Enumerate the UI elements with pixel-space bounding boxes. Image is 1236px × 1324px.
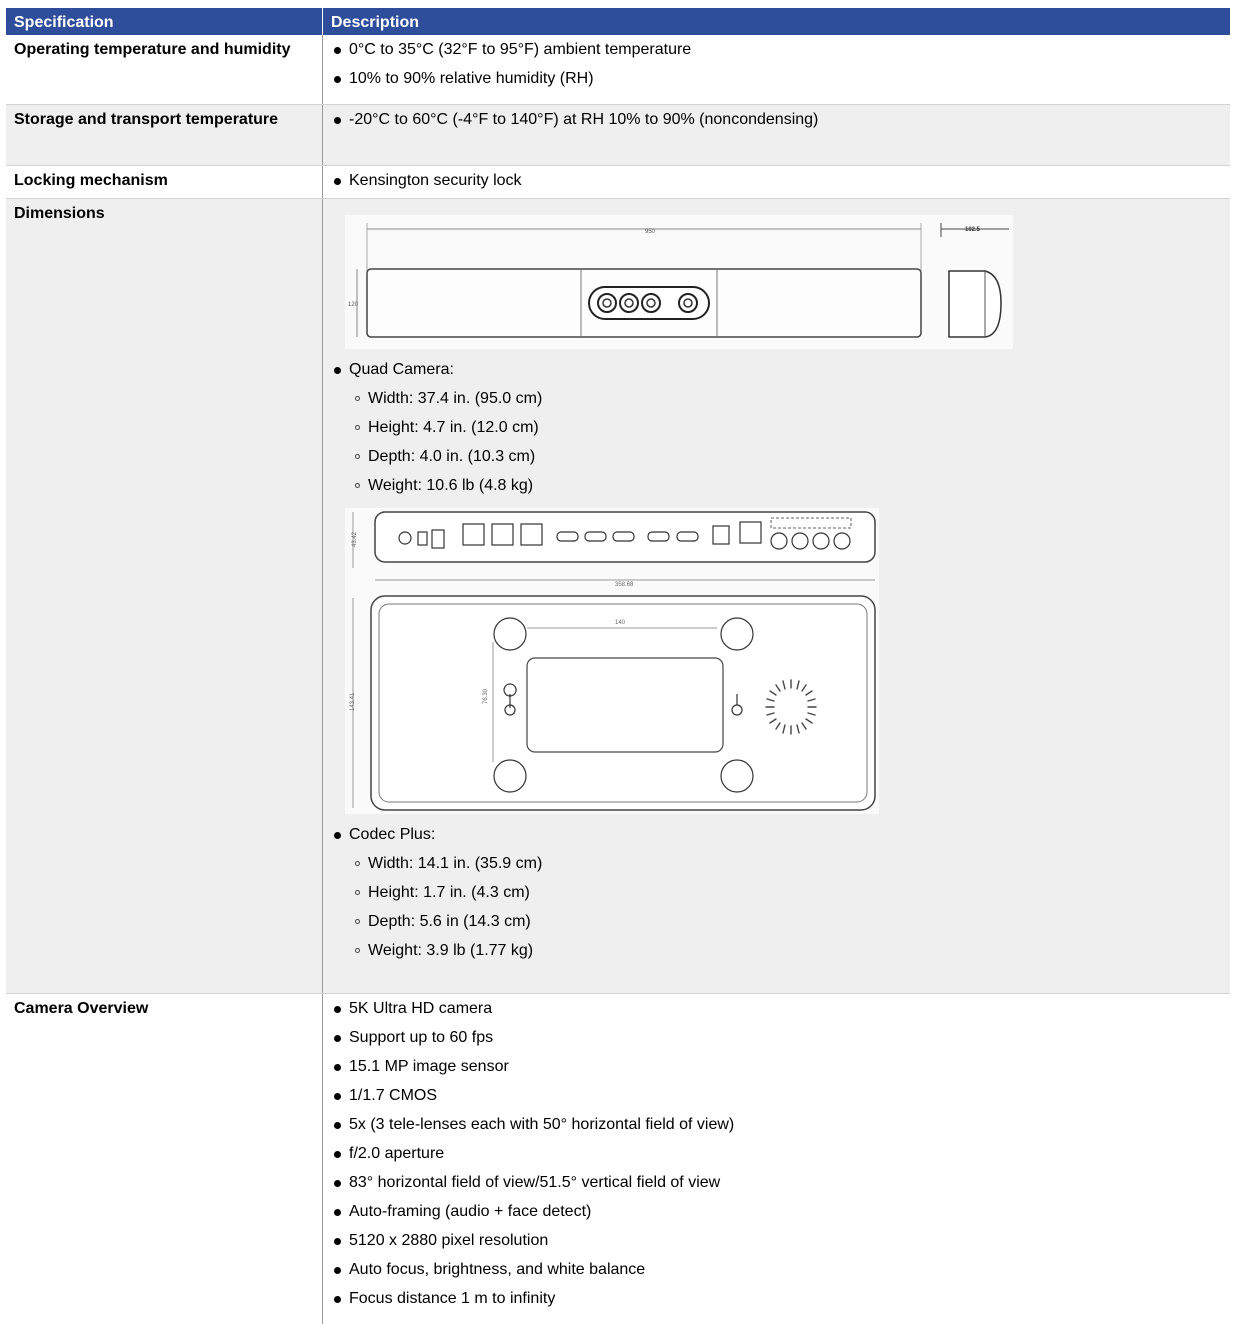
list-item: Width: 14.1 in. (35.9 cm)	[331, 853, 1230, 882]
header-description: Description	[331, 14, 420, 31]
spec-description	[323, 199, 1230, 993]
list-item: 83° horizontal field of view/51.5° vertical field of view	[331, 1172, 1230, 1201]
table-row	[6, 199, 1230, 994]
list-item: 5K Ultra HD camera	[331, 998, 1230, 1027]
list-item: 5x (3 tele-lenses each with 50° horizontal field of view)	[331, 1114, 1230, 1143]
list-item: 1/1.7 CMOS	[331, 1085, 1230, 1114]
list-item: Width: 37.4 in. (95.0 cm)	[331, 388, 1230, 417]
spec-table	[6, 8, 1230, 1324]
spec-description	[323, 166, 1230, 198]
codec-width-label: 358.68	[615, 582, 634, 588]
list-item: 0°C to 35°C (32°F to 95°F) ambient temperature	[331, 39, 1230, 68]
codec-plus-drawing	[345, 508, 879, 814]
table-row	[6, 166, 1230, 199]
camera-width-label: 950	[645, 229, 656, 235]
list-item: Weight: 10.6 lb (4.8 kg)	[331, 475, 1230, 504]
codec-depth-label: 143.41	[350, 692, 356, 711]
header-specification: Specification	[6, 8, 323, 35]
spec-description	[323, 994, 1230, 1324]
list-item: Focus distance 1 m to infinity	[331, 1288, 1230, 1317]
spec-description	[323, 35, 1230, 104]
spec-label: Dimensions	[6, 199, 323, 993]
spec-label: Operating temperature and humidity	[6, 35, 323, 104]
camera-height-label: 120	[348, 302, 359, 308]
list-item: 10% to 90% relative humidity (RH)	[331, 68, 1230, 97]
camera-depth-label: 102.5	[965, 227, 981, 233]
quad-camera-drawing	[345, 215, 1013, 349]
list-item: f/2.0 aperture	[331, 1143, 1230, 1172]
list-item: Support up to 60 fps	[331, 1027, 1230, 1056]
spec-label: Camera Overview	[6, 994, 323, 1324]
list-item: Auto-framing (audio + face detect)	[331, 1201, 1230, 1230]
codec-plus-specs	[331, 853, 1230, 969]
table-row	[6, 994, 1230, 1324]
quad-camera-specs	[331, 388, 1230, 504]
list-item: 15.1 MP image sensor	[331, 1056, 1230, 1085]
codec-height-label: 43.42	[352, 531, 358, 547]
hole-spacing-label: 140	[615, 620, 626, 626]
spec-description	[323, 105, 1230, 165]
table-row	[6, 35, 1230, 105]
spec-label: Locking mechanism	[6, 166, 323, 198]
list-item: Kensington security lock	[331, 170, 1230, 199]
hole-vertical-label: 76.30	[483, 688, 489, 704]
list-item: Height: 4.7 in. (12.0 cm)	[331, 417, 1230, 446]
table-header	[6, 8, 1230, 35]
list-item: Auto focus, brightness, and white balance	[331, 1259, 1230, 1288]
list-item: -20°C to 60°C (-4°F to 140°F) at RH 10% to 90% (noncondensing)	[331, 109, 1230, 138]
list-item: Height: 1.7 in. (4.3 cm)	[331, 882, 1230, 911]
list-item: Weight: 3.9 lb (1.77 kg)	[331, 940, 1230, 969]
list-item: Depth: 5.6 in (14.3 cm)	[331, 911, 1230, 940]
list-item: Depth: 4.0 in. (10.3 cm)	[331, 446, 1230, 475]
quad-camera-list	[331, 359, 1230, 388]
list-item: Codec Plus:	[331, 824, 1230, 853]
list-item: Quad Camera:	[331, 359, 1230, 388]
spec-label: Storage and transport temperature	[6, 105, 323, 165]
codec-plus-list	[331, 824, 1230, 853]
table-row	[6, 105, 1230, 166]
list-item: 5120 x 2880 pixel resolution	[331, 1230, 1230, 1259]
